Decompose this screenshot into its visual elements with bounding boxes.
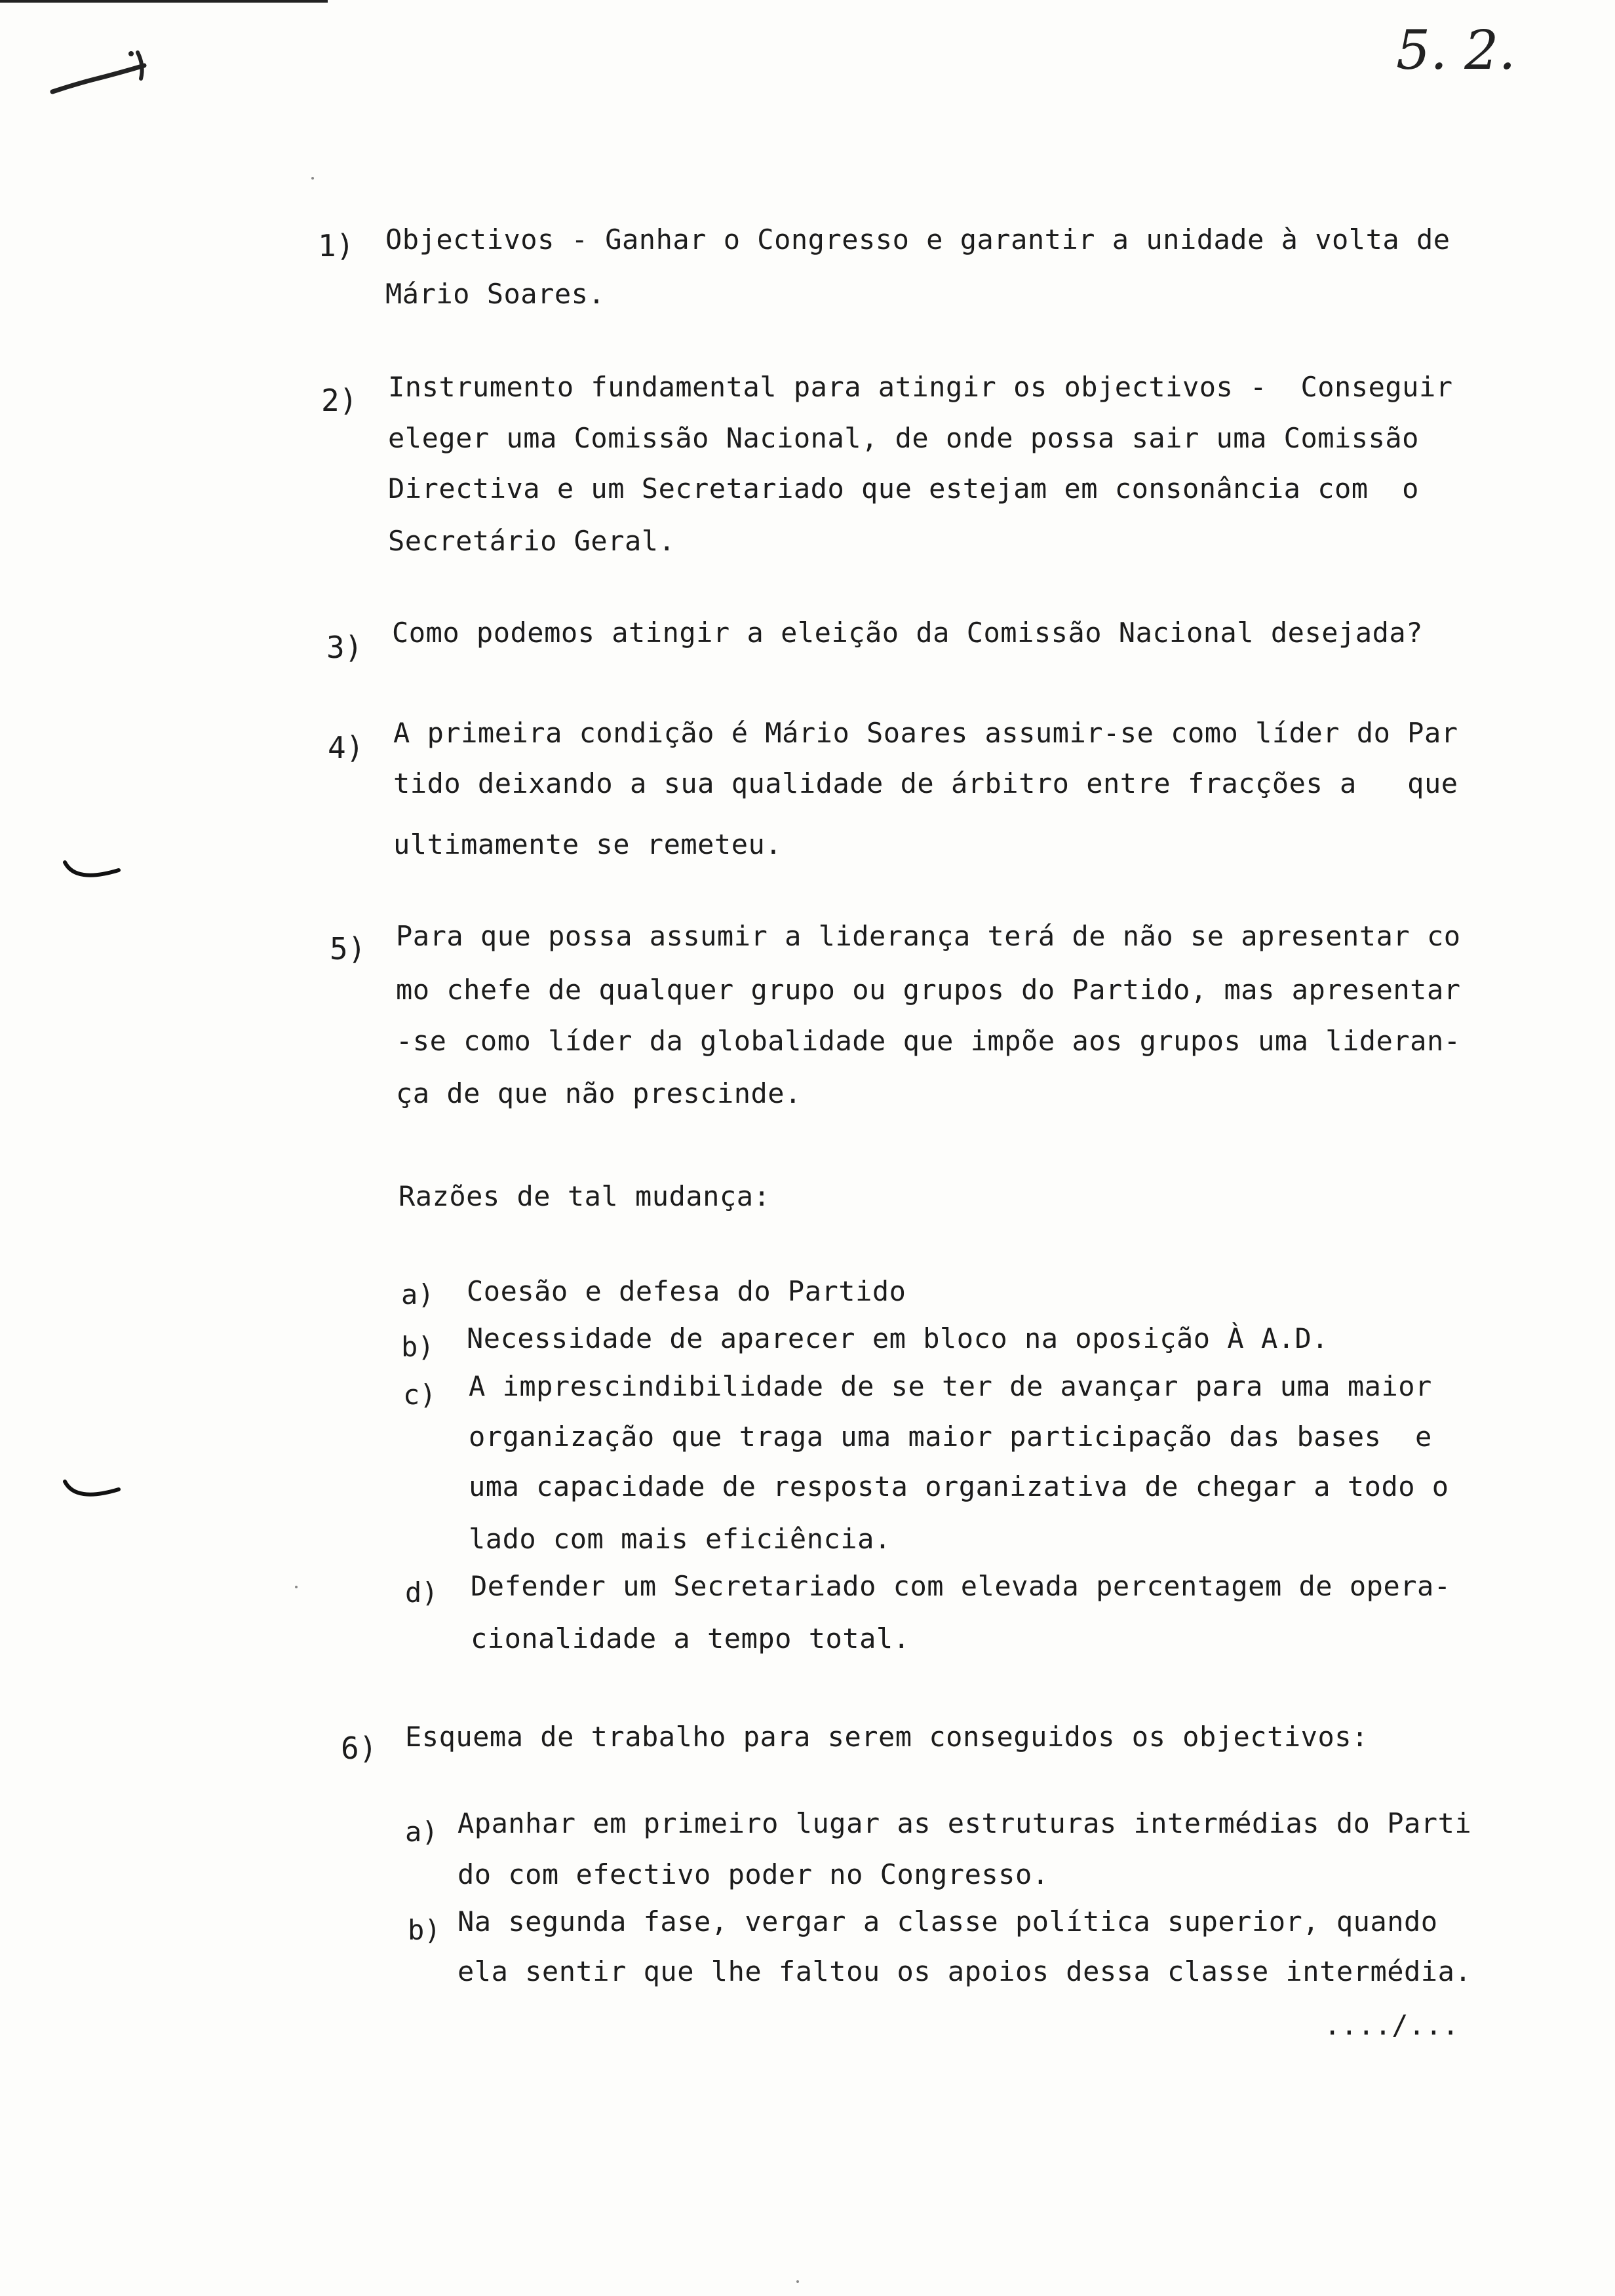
- item-number: 1): [318, 228, 355, 263]
- reason-text-line: uma capacidade de resposta organizativa de chegar a todo o: [469, 1470, 1449, 1502]
- item-number: 4): [328, 730, 364, 765]
- item-text-line: Para que possa assumir a liderança terá de não se apresentar co: [396, 920, 1461, 952]
- speck: [796, 2280, 799, 2283]
- reason-text-line: organização que traga uma maior participação das bases e: [469, 1421, 1432, 1453]
- reason-text-line: Defender um Secretariado com elevada percentagem de opera-: [471, 1570, 1451, 1602]
- item-text-line: Mário Soares.: [385, 278, 606, 310]
- item-text-line: -se como líder da globalidade que impõe aos grupos uma lideran-: [396, 1025, 1461, 1057]
- sub-item-text-line: do com efectivo poder no Congresso.: [457, 1858, 1049, 1890]
- reason-text-line: lado com mais eficiência.: [469, 1523, 891, 1555]
- item-text-line: A primeira condição é Mário Soares assumir-se como líder do Par: [393, 717, 1458, 749]
- item-number: 5): [330, 931, 366, 966]
- item-number: 3): [326, 630, 363, 665]
- item-text-line: Esquema de trabalho para serem conseguidos os objectivos:: [405, 1721, 1369, 1753]
- item-text-line: ça de que não prescinde.: [396, 1077, 802, 1109]
- reason-letter: b): [401, 1331, 435, 1363]
- item-number: 2): [321, 383, 358, 418]
- sub-item-letter: b): [408, 1914, 441, 1946]
- reasons-heading: Razões de tal mudança:: [399, 1180, 771, 1212]
- reason-letter: d): [405, 1577, 438, 1609]
- item-text-line: Directiva e um Secretariado que estejam em consonância com o: [388, 472, 1419, 505]
- item-text-line: tido deixando a sua qualidade de árbitro entre fracções a que: [393, 767, 1458, 799]
- item-text-line: Objectivos - Ganhar o Congresso e garantir a unidade à volta de: [385, 223, 1450, 256]
- item-number: 6): [341, 1731, 378, 1766]
- sub-item-letter: a): [405, 1816, 438, 1848]
- speck: [295, 1586, 298, 1588]
- reason-text-line: cionalidade a tempo total.: [471, 1622, 910, 1655]
- item-text-line: Secretário Geral.: [388, 525, 676, 557]
- sub-item-text-line: ela sentir que lhe faltou os apoios dessa classe intermédia.: [457, 1955, 1472, 1987]
- top-rule: [0, 0, 328, 3]
- page-number: 5. 2.: [1396, 20, 1516, 82]
- reason-text-line: Necessidade de aparecer em bloco na oposição À A.D.: [467, 1322, 1329, 1354]
- speck: [311, 177, 314, 180]
- reason-text-line: A imprescindibilidade de se ter de avançar para uma maior: [469, 1370, 1432, 1402]
- handwritten-mark: [46, 39, 164, 105]
- reason-text-line: Coesão e defesa do Partido: [467, 1275, 906, 1307]
- item-text-line: ultimamente se remeteu.: [393, 828, 783, 860]
- sub-item-text-line: Apanhar em primeiro lugar as estruturas intermédias do Parti: [457, 1807, 1472, 1839]
- sub-item-text-line: Na segunda fase, vergar a classe política superior, quando: [457, 1905, 1438, 1938]
- binder-mark-icon: [62, 858, 121, 885]
- item-text-line: mo chefe de qualquer grupo ou grupos do Partido, mas apresentar: [396, 974, 1461, 1006]
- item-text-line: eleger uma Comissão Nacional, de onde possa sair uma Comissão: [388, 422, 1419, 454]
- item-text-line: Instrumento fundamental para atingir os objectivos - Conseguir: [388, 371, 1453, 403]
- continuation-mark: ..../...: [1324, 2009, 1460, 2041]
- reason-letter: a): [401, 1278, 435, 1311]
- binder-mark-icon: [62, 1478, 121, 1504]
- item-text-line: Como podemos atingir a eleição da Comissão Nacional desejada?: [392, 617, 1423, 649]
- reason-letter: c): [403, 1379, 437, 1411]
